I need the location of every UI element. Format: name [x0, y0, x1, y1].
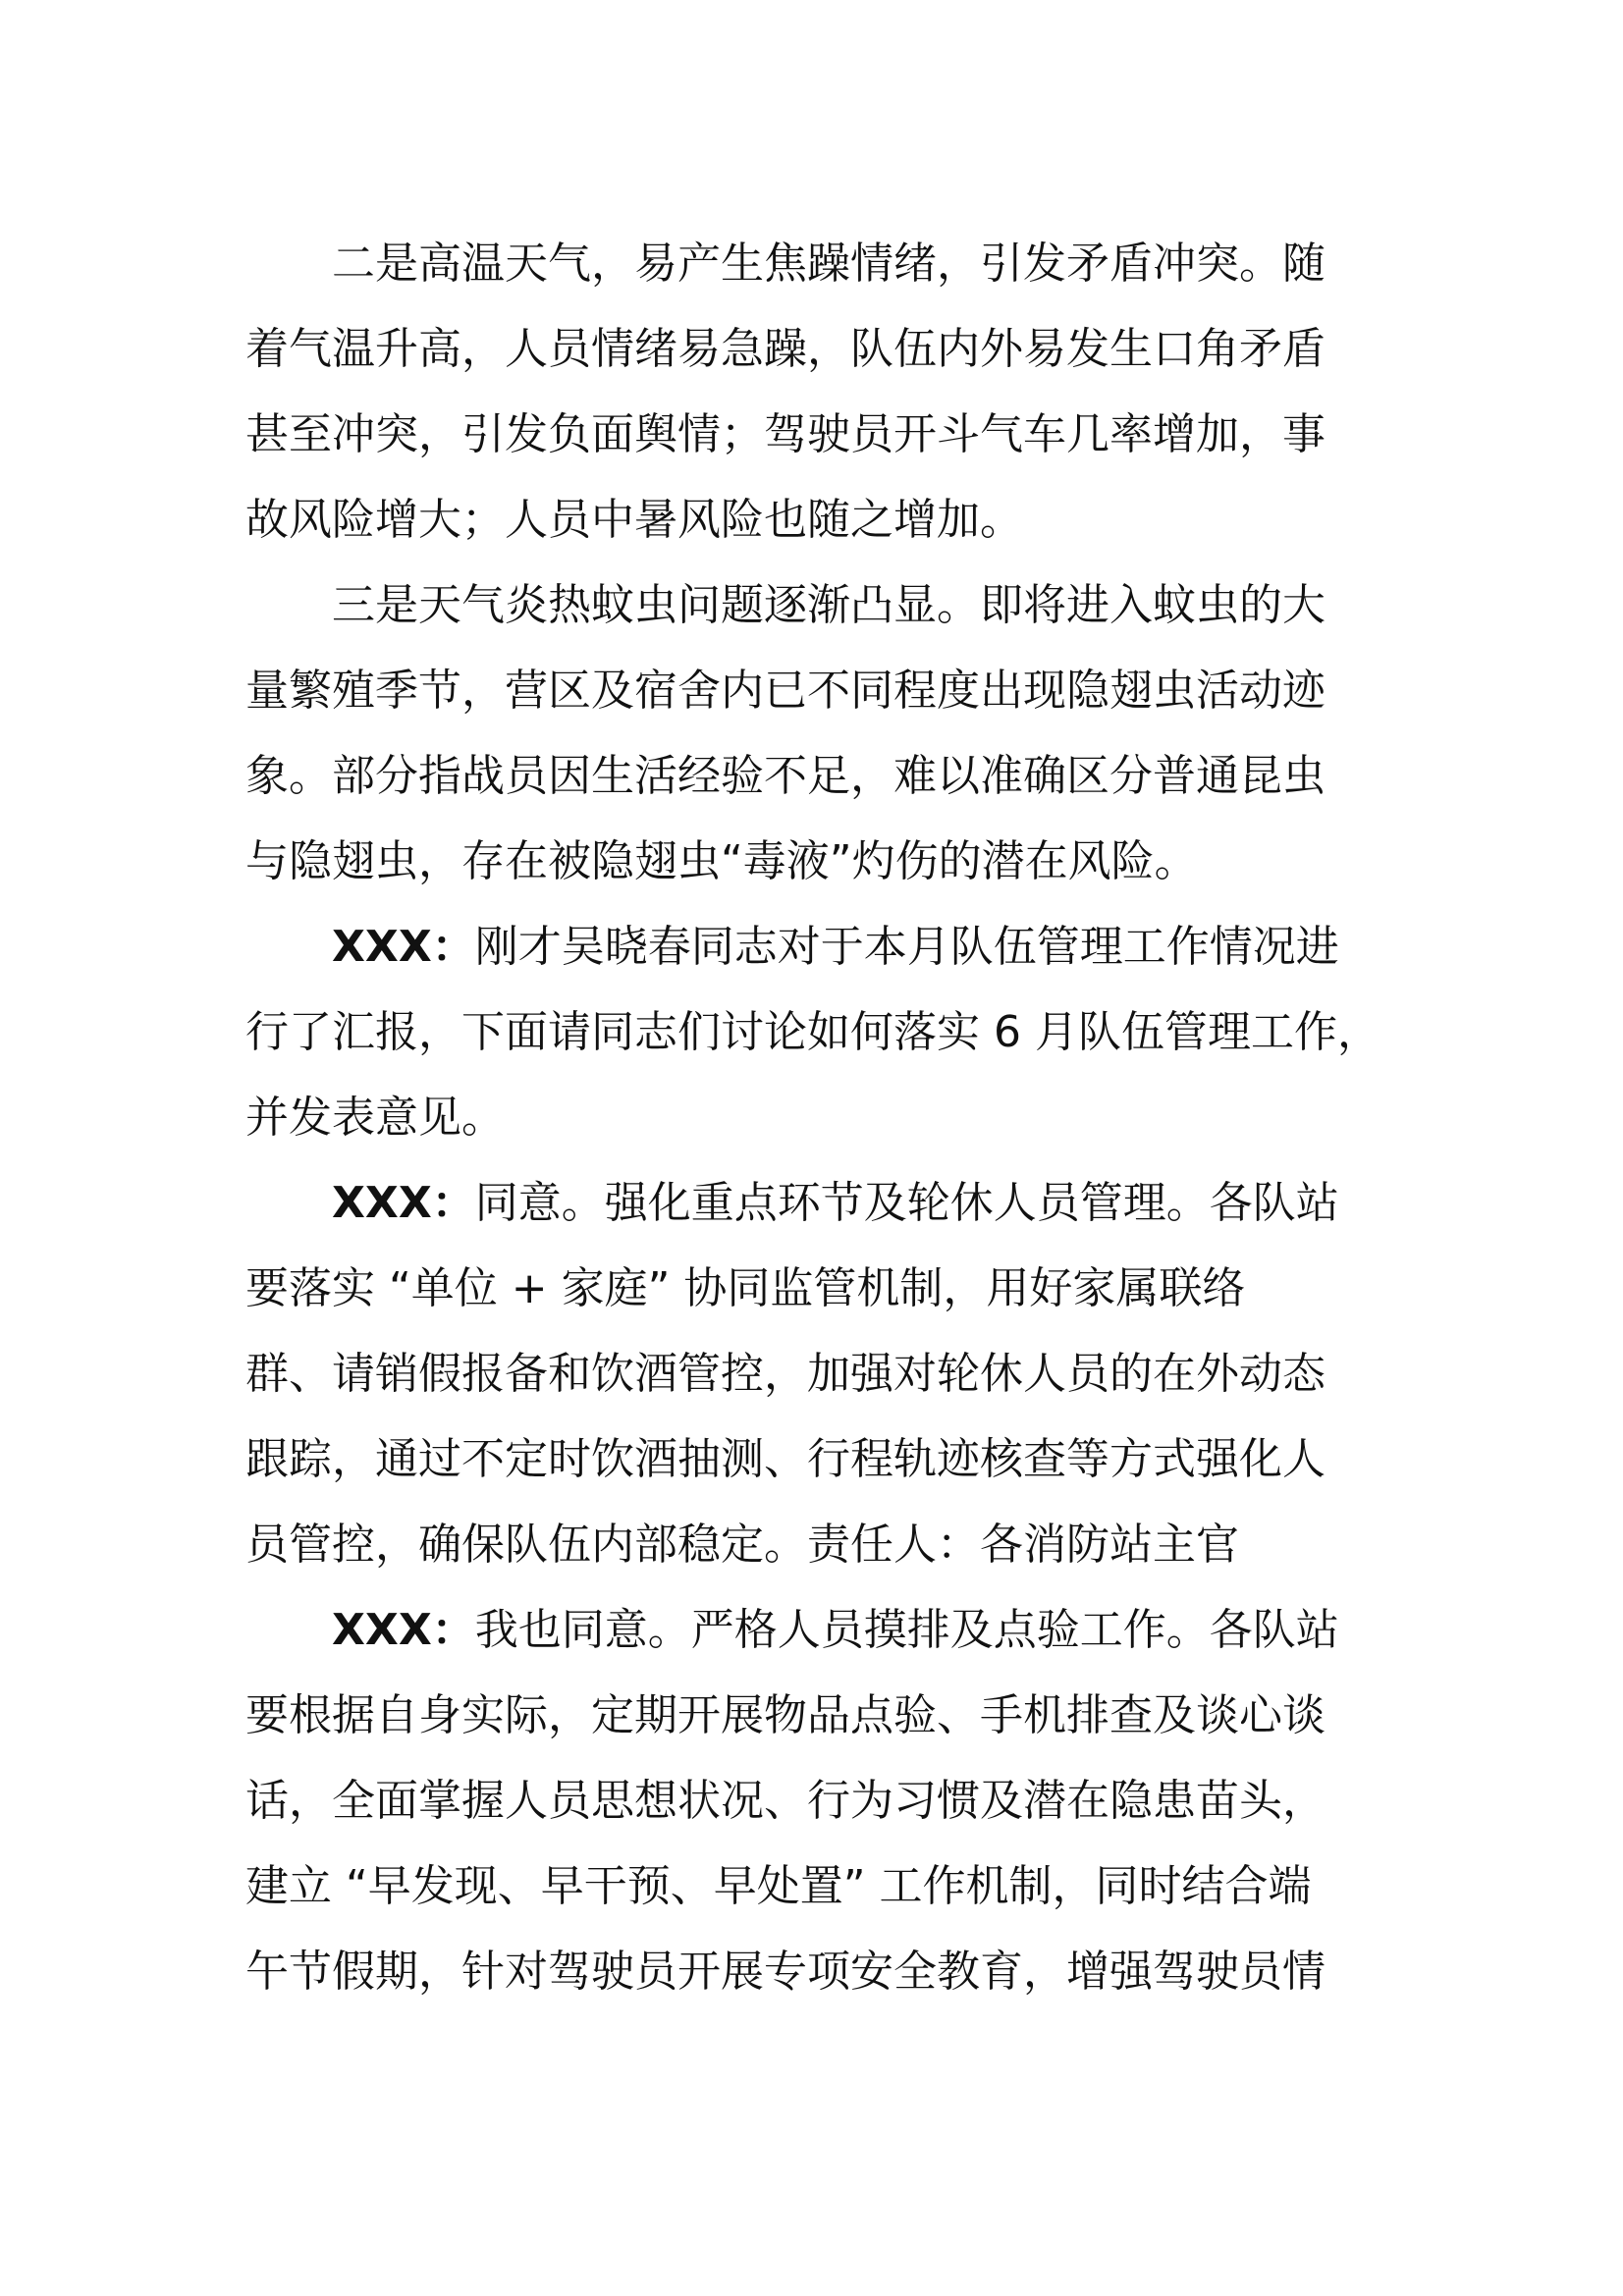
text-line: 建立 “早发现、早干预、早处置” 工作机制，同时结合端 [245, 1861, 1312, 1911]
speech-text: 刚才吴晓春同志对于本月队伍管理工作情况进 [474, 922, 1339, 972]
text-line: 跟踪，通过不定时饮酒抽测、行程轨迹核查等方式强化人 [245, 1434, 1325, 1484]
paragraph-speaker-3 [245, 1587, 1404, 2014]
text-line: 甚至冲突，引发负面舆情；驾驶员开斗气车几率增加，事 [245, 409, 1325, 459]
paragraph-mosquito [245, 562, 1404, 904]
text-line: 要落实 “单位 + 家庭” 协同监管机制，用好家属联络 [245, 1263, 1246, 1313]
text-line: 象。部分指战员因生活经验不足，难以准确区分普通昆虫 [245, 751, 1325, 801]
text-line: 着气温升高，人员情绪易急躁，队伍内外易发生口角矛盾 [245, 324, 1325, 374]
text-line: 三是天气炎热蚊虫问题逐渐凸显。即将进入蚊虫的大 [332, 580, 1325, 630]
text-line: 群、请销假报备和饮酒管控，加强对轮休人员的在外动态 [245, 1349, 1325, 1399]
text-line: 量繁殖季节，营区及宿舍内已不同程度出现隐翅虫活动迹 [245, 666, 1325, 716]
paragraph-speaker-1 [245, 904, 1404, 1160]
text-line: 话，全面掌握人员思想状况、行为习惯及潜在隐患苗头， [245, 1776, 1325, 1826]
text-line: 故风险增大；人员中暑风险也随之增加。 [245, 495, 1023, 545]
paragraph-high-temperature [245, 221, 1404, 562]
text-line: 员管控，确保队伍内部稳定。责任人：各消防站主官 [245, 1520, 1239, 1570]
speaker-label: XXX： [332, 1178, 475, 1228]
speaker-label: XXX： [332, 1605, 475, 1655]
text-line: 要根据自身实际，定期开展物品点验、手机排查及谈心谈 [245, 1690, 1325, 1740]
text-line: 行了汇报，下面请同志们讨论如何落实 6 月队伍管理工作， [245, 1007, 1380, 1057]
text-line: 与隐翅虫，存在被隐翅虫“毒液”灼伤的潜在风险。 [245, 836, 1198, 886]
text-line [245, 1587, 1404, 1673]
document-body [245, 221, 1404, 2014]
text-line [245, 904, 1404, 989]
speech-text: 同意。强化重点环节及轮休人员管理。各队站 [474, 1178, 1339, 1228]
text-line: 午节假期，针对驾驶员开展专项安全教育，增强驾驶员情 [245, 1947, 1325, 1997]
speaker-label: XXX： [332, 922, 475, 972]
text-line [245, 1160, 1404, 1246]
speech-text: 我也同意。严格人员摸排及点验工作。各队站 [474, 1605, 1339, 1655]
paragraph-speaker-2 [245, 1160, 1404, 1587]
text-line: 二是高温天气，易产生焦躁情绪，引发矛盾冲突。随 [332, 239, 1325, 289]
text-line: 并发表意见。 [245, 1093, 505, 1143]
